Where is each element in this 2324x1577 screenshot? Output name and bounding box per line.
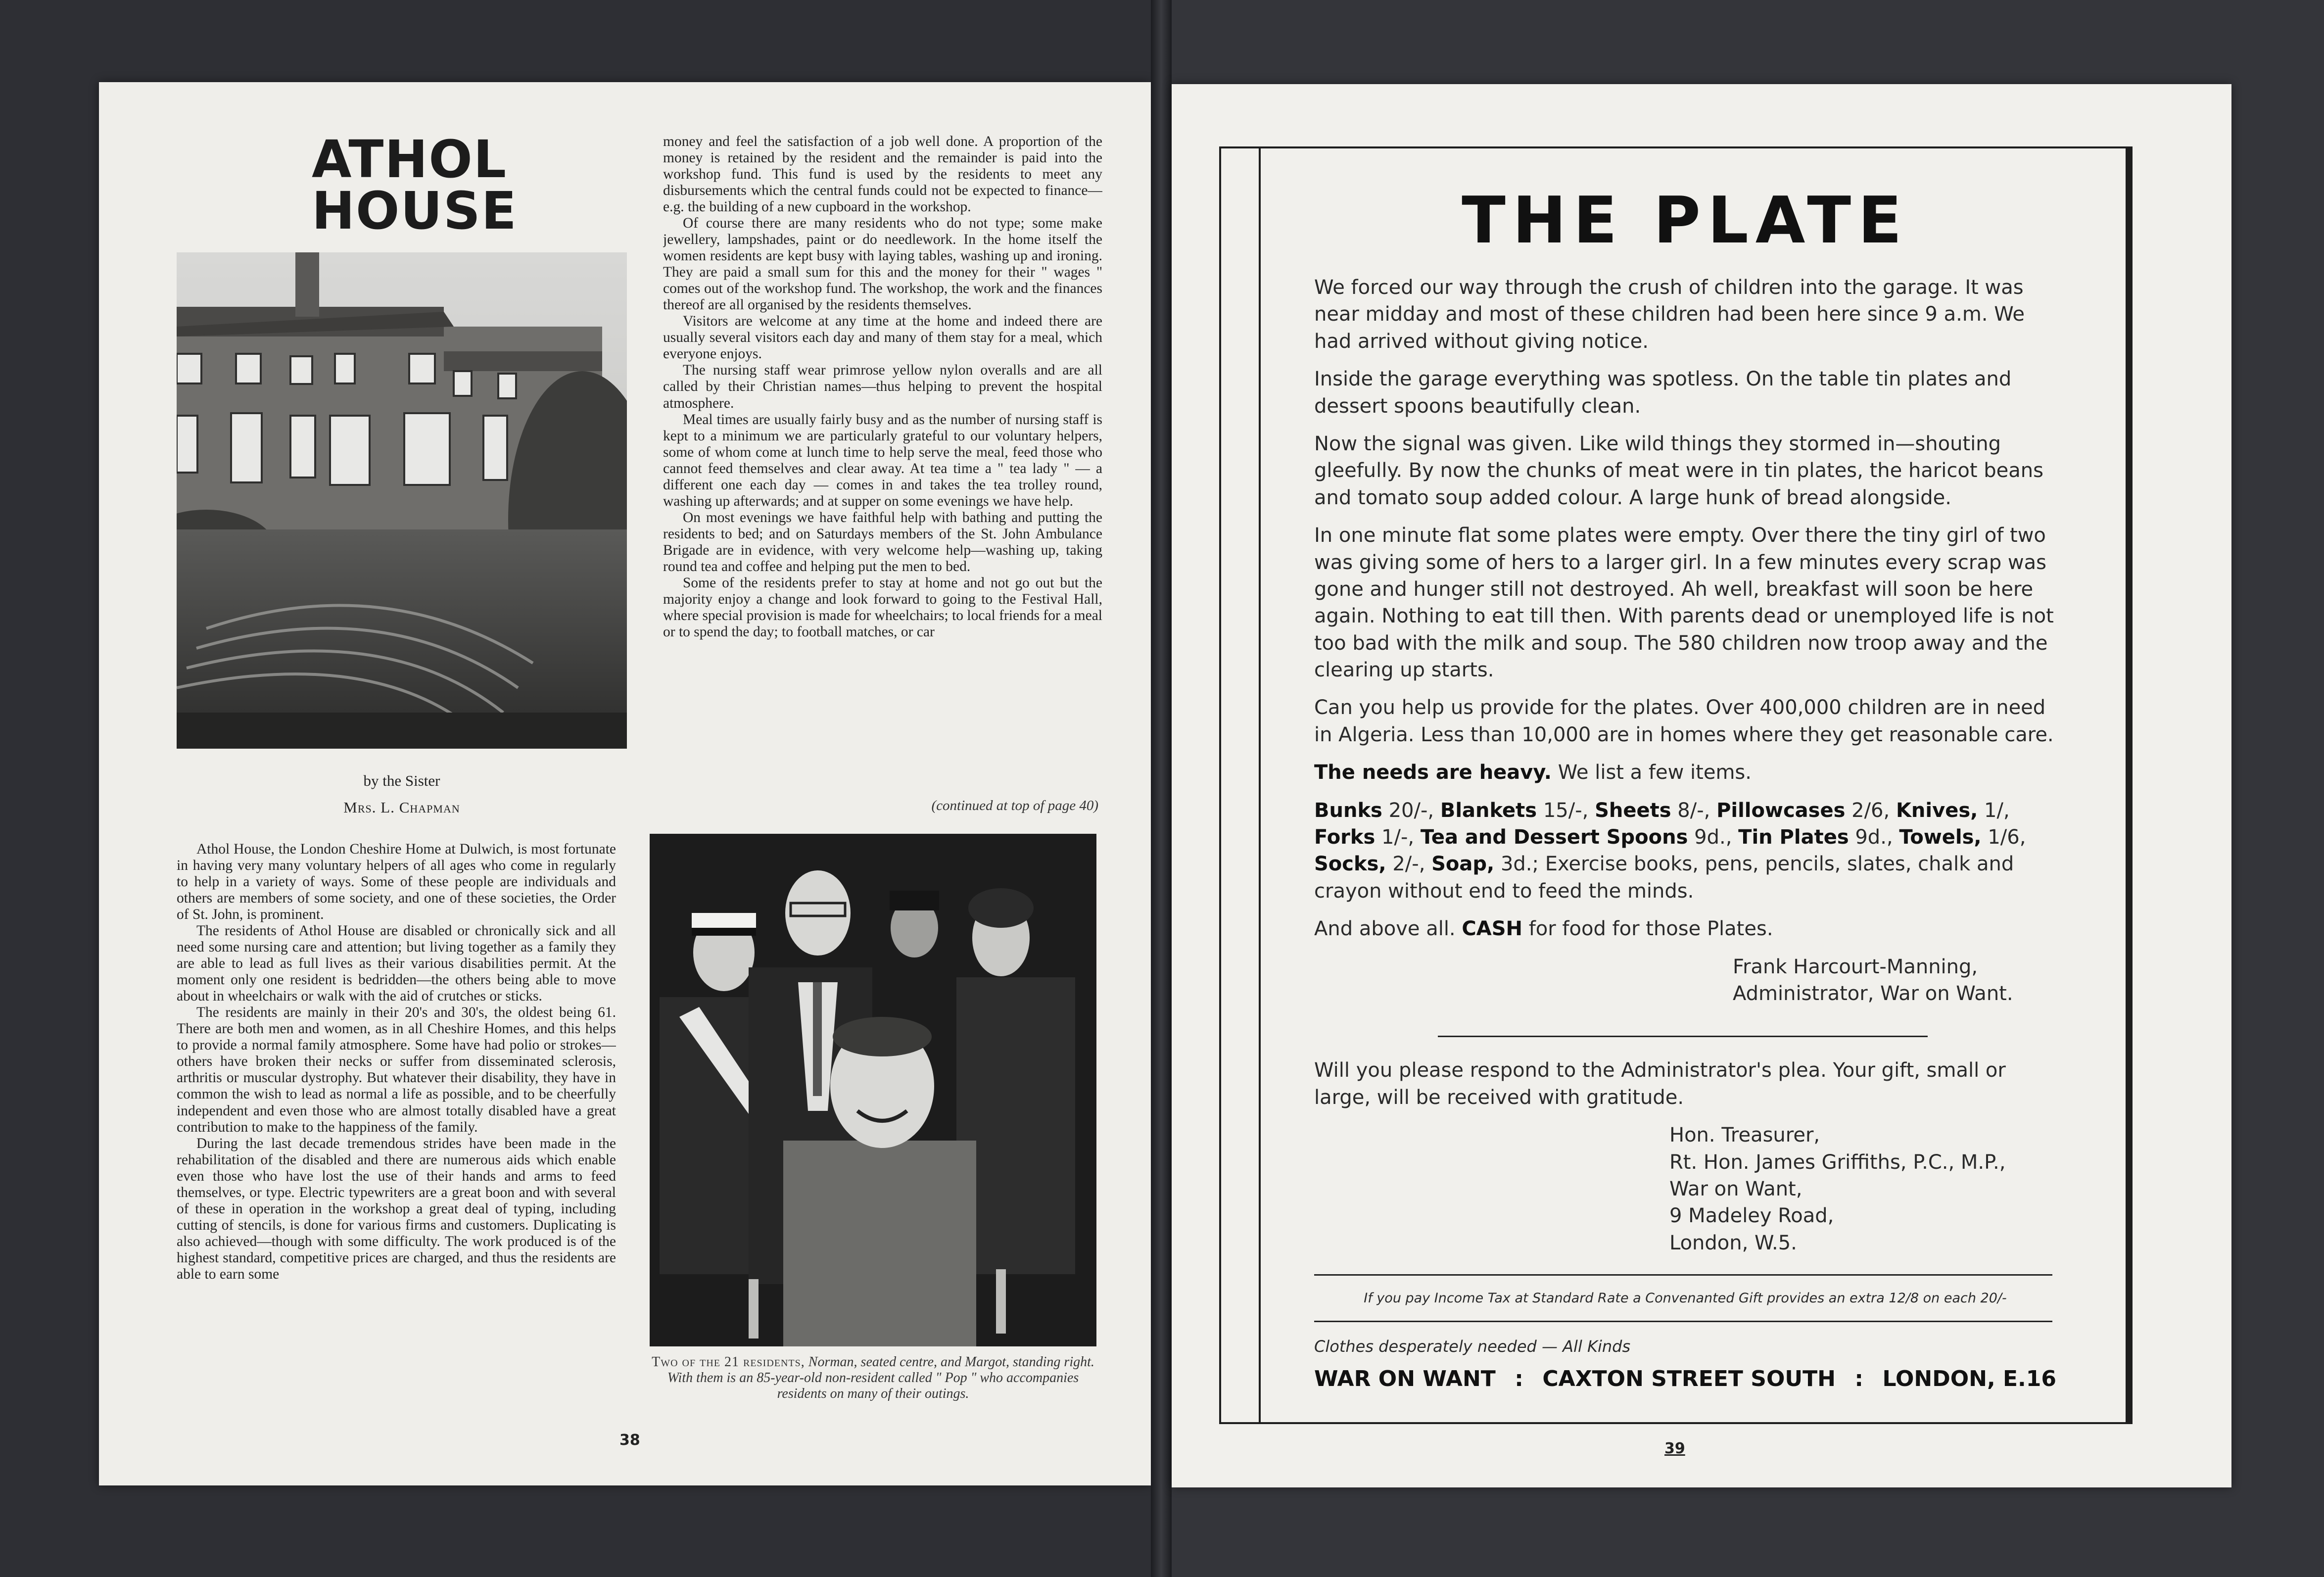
item-name: Bunks (1314, 799, 1382, 822)
paragraph: Visitors are welcome at any time at the home and indeed there are usually several visitors each day and many of them stay for a meal, which everyone enjoys. (663, 313, 1102, 362)
clothes-note: Clothes desperately needed — All Kinds (1314, 1337, 1631, 1356)
spine-gutter (1151, 0, 1172, 1577)
paragraph: Athol House, the London Cheshire Home at Dulwich, is most fortunate in having very many voluntary helpers of all ages who come in regularly to help in a variety of ways. Some of these people are individuals and others are members of some society, and one of these societies, the Order of St. John, is prominent. (177, 841, 616, 923)
plea-paragraph: Will you please respond to the Administrator's plea. Your gift, small or large, will be received with gratitude. (1314, 1059, 2006, 1109)
cash-post: for food for those Plates. (1528, 917, 1773, 941)
title-line-2: HOUSE (312, 181, 518, 241)
items-tail: Exercise books, pens, pencils, slates, chalk and crayon without end to feed the minds. (1314, 853, 2014, 903)
house-photo (177, 252, 627, 749)
separator: : (1515, 1366, 1523, 1392)
paragraph: During the last decade tremendous strides have been made in the rehabilitation of the disabled and there are numerous aids which enable even those who have lost the use of their hands and arms to feed themselves, or type. Electric typewriters are a great boon and with several of these in operation in the workshop a great deal of typing, including cutting of stencils, is done for various firms and customers. Duplicating is also achieved—though with some difficulty. The work produced is of the highest standard, competitive prices are charged, and thus the residents are able to earn some (177, 1135, 616, 1282)
item-name: Sheets (1595, 799, 1671, 822)
cash-word: CASH (1462, 917, 1522, 941)
paragraph: The nursing staff wear primrose yellow nylon overalls and are all called by their Christian names—thus helping to prevent the hospital atmosphere. (663, 362, 1102, 411)
item-price: 9d., (1855, 826, 1893, 849)
item-price: 8/-, (1677, 799, 1710, 822)
item-price: 1/-, (1381, 826, 1415, 849)
needs-text: We list a few items. (1558, 761, 1752, 784)
item-price: 9d., (1694, 826, 1732, 849)
article-column-1 (177, 841, 616, 1418)
administrator-signature (1733, 954, 2056, 1007)
address-line: Hon. Treasurer, (1669, 1124, 1820, 1147)
appeal-box-inner-rule (1259, 146, 1261, 1424)
item-name: Pillowcases (1716, 799, 1846, 822)
paragraph: money and feel the satisfaction of a job well done. A proportion of the money is retained by the resident and the remainder is paid into the workshop fund. This fund is used by the residents to meet any disbursements which the central funds could not be expected to finance—e.g. the building of a new cupboard in the workshop. (663, 134, 1102, 215)
cash-pre: And above all. (1314, 917, 1456, 941)
item-price: 20/-, (1388, 799, 1434, 822)
address-line: Rt. Hon. James Griffiths, P.C., M.P., (1669, 1150, 2006, 1174)
item-name: Knives, (1896, 799, 1978, 822)
item-price: 2/-, (1392, 853, 1425, 876)
appeal-content (1314, 183, 2056, 1394)
separator: : (1854, 1366, 1864, 1392)
title-line-1: ATHOL (312, 129, 508, 190)
organisation-address (1314, 1364, 2056, 1394)
caption-prefix: Two of the 21 residents, (652, 1354, 805, 1370)
paragraph: Inside the garage everything was spotless. On the table tin plates and dessert spoons beautifully clean. (1314, 368, 2012, 418)
page-number-right: 39 (1664, 1440, 1685, 1457)
item-price: 2/6, (1851, 799, 1890, 822)
item-name: Soap, (1431, 853, 1495, 876)
paragraph: On most evenings we have faithful help with bathing and putting the residents to bed; and on Saturdays members of the St. John Ambulance Brigade are in evidence, with very welcome help—washing up, taking round tea and coffee and helping put the men to bed. (663, 509, 1102, 574)
paragraph: Now the signal was given. Like wild things they stormed in—shouting gleefully. By now the chunks of meat were in tin plates, the haricot beans and tomato soup added colour. A large hunk of bread alongside. (1314, 432, 2043, 509)
paragraph: Of course there are many residents who do not type; some make jewellery, lampshades, paint or do needlework. In the home itself the women residents are kept busy with laying tables, washing up and ironing. They are paid a small sum for this and the money for their " wages " comes out of the workshop fund. The workshop, the work and the finances thereof are all organised by the residents themselves. (663, 215, 1102, 313)
item-price: 3d.; (1500, 853, 1539, 876)
paragraph: We forced our way through the crush of children into the garage. It was near midday and most of these children had been here since 9 a.m. We had arrived without giving notice. (1314, 276, 2025, 353)
paragraph: The residents are mainly in their 20's and 30's, the oldest being 61. There are both men and women, as in all Cheshire Homes, and this helps to provide a normal family atmosphere. Some have had polio or strokes—others have broken their necks or suffer from disseminated sclerosis, arthritis or muscular dystrophy. But whatever their disability, they have in common the wish to lead as normal a life as possible, and to be cheerfully independent and even those who are almost totally disabled have a great contribution to make to the happiness of the family. (177, 1004, 616, 1135)
paragraph: The residents of Athol House are disabled or chronically sick and all need some nursing care and attention; but living together as a family they are able to lead as full lives as their various disabilities permit. At the moment only one resident is bedridden—the others being able to move about in wheelchairs or walk with the aid of crutches or sticks. (177, 923, 616, 1004)
item-name: Tin Plates (1738, 826, 1849, 849)
item-name: Blankets (1440, 799, 1537, 822)
address-line: London, W.5. (1669, 1231, 1797, 1254)
divider (1314, 1274, 2052, 1276)
cash-line (1314, 915, 2056, 942)
signature-line: Frank Harcourt-Manning, (1733, 955, 1978, 978)
page-number-left: 38 (619, 1432, 640, 1449)
caption-text: Norman, seated centre, and Margot, standing right. With them is an 85-year-old non-resident called " Pop " who accompanies residents on many of their outings. (667, 1354, 1094, 1401)
item-name: Tea and Dessert Spoons (1420, 826, 1688, 849)
paragraph: In one minute flat some plates were empty. Over there the tiny girl of two was giving some of hers to a larger girl. In a few minutes every scrap was gone and hunger still not destroyed. Ah well, breakfast will soon be here again. Nothing to eat till then. With parents dead or unemployed life is not too bad with the milk and soup. The 580 children now troop away and the clearing up starts. (1314, 524, 2054, 682)
byline-role: by the Sister (363, 772, 440, 789)
continued-note: (continued at top of page 40) (931, 798, 1098, 813)
divider (1438, 1036, 1928, 1037)
org-city: LONDON, E.16 (1882, 1366, 2056, 1392)
paragraph: Can you help us provide for the plates. Over 400,000 children are in need in Algeria. Less than 10,000 are in homes where they get reasonable care. (1314, 696, 2054, 746)
byline-author: Mrs. L. Chapman (343, 799, 460, 816)
item-name: Forks (1314, 826, 1375, 849)
paragraph: Meal times are usually fairly busy and as the number of nursing staff is kept to a minimum we are particularly grateful to our voluntary helpers, some of whom come at lunch time to help serve the meal, feed those who cannot feed themselves and clear away. At tea time a " tea lady " — a different one each day — comes in and takes the tea trolley round, washing up afterwards; and at supper on some evenings we have help. (663, 411, 1102, 509)
treasurer-address (1669, 1122, 2056, 1256)
item-price: 15/-, (1543, 799, 1589, 822)
divider (1314, 1321, 2052, 1322)
item-name: Socks, (1314, 853, 1386, 876)
items-list (1314, 797, 2056, 905)
org-name: WAR ON WANT (1314, 1366, 1496, 1392)
article-title (312, 129, 559, 241)
item-price: 1/6, (1988, 826, 2026, 849)
article-column-2 (663, 134, 1102, 792)
signature-line: Administrator, War on Want. (1733, 982, 2013, 1005)
item-name: Towels, (1899, 826, 1982, 849)
address-line: 9 Madeley Road, (1669, 1204, 1834, 1228)
paragraph: Some of the residents prefer to stay at home and not go out but the majority enjoy a change and look forward to going to the Festival Hall, where special provision is made for wheelchairs; to local friends for a meal or to spend the day; to football matches, or car (663, 574, 1102, 640)
residents-photo (650, 834, 1096, 1346)
needs-heading: The needs are heavy. (1314, 761, 1552, 784)
tax-note: If you pay Income Tax at Standard Rate a Convenanted Gift provides an extra 12/8 on each 20/- (1364, 1290, 2007, 1306)
item-price: 1/, (1984, 799, 2010, 822)
needs-line (1314, 759, 2056, 786)
appeal-title: THE PLATE (1462, 183, 1909, 258)
photo-caption (650, 1354, 1096, 1402)
org-street: CAXTON STREET SOUTH (1542, 1366, 1836, 1392)
address-line: War on Want, (1669, 1177, 1802, 1200)
